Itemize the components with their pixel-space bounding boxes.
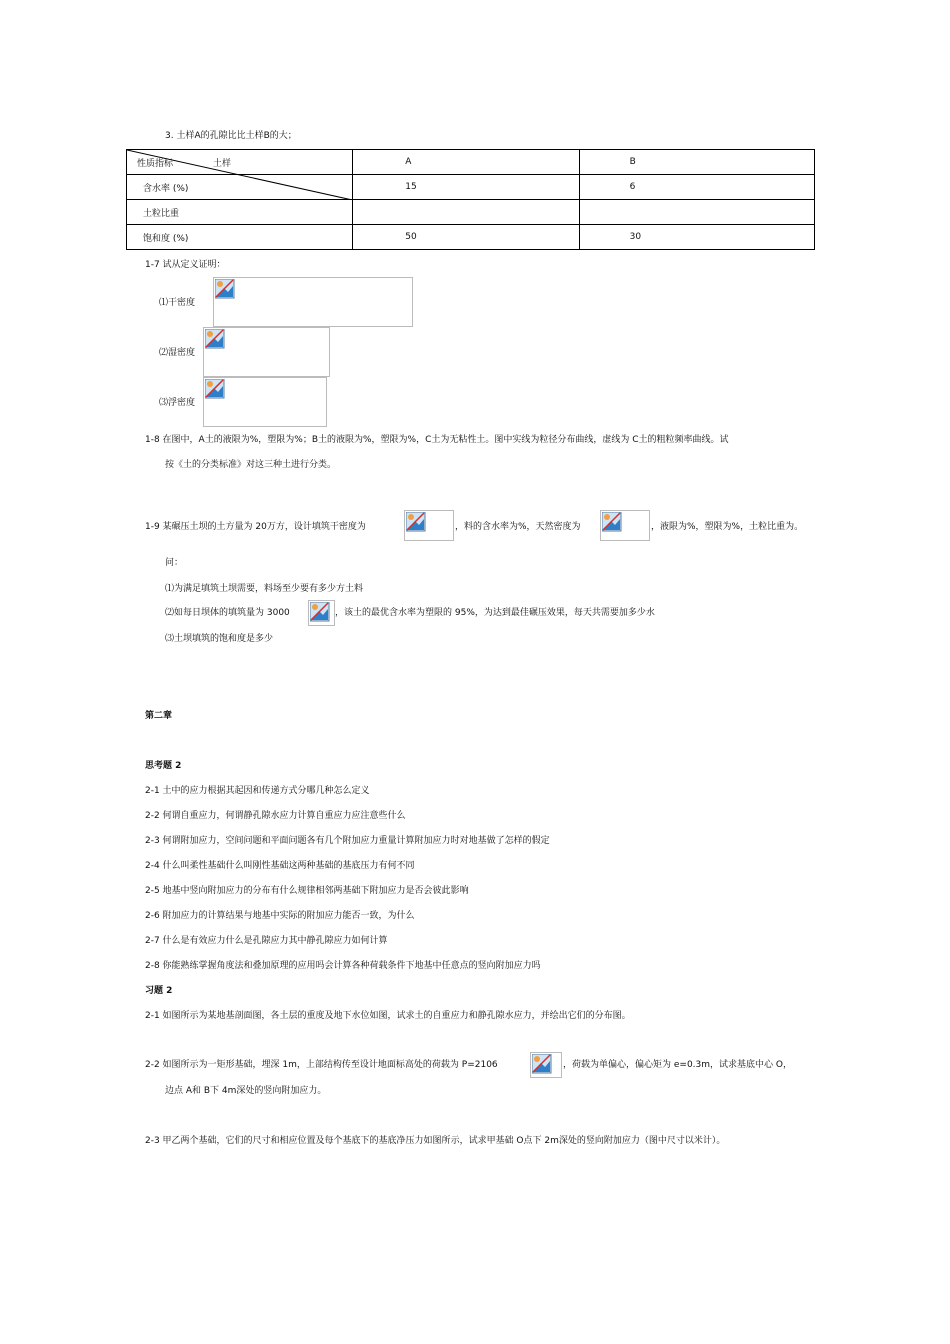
table-row bbox=[127, 225, 815, 250]
exercises-title: 习题 2 bbox=[145, 986, 173, 996]
cell-b: 30 bbox=[629, 232, 642, 242]
table-header-row bbox=[127, 150, 815, 175]
exercise-2-2-part2: ，荷载为单偏心，偏心矩为 e=0.3m，试求基底中心 O， bbox=[563, 1060, 792, 1070]
cell-a bbox=[353, 207, 405, 217]
question-1-9-part3: ，液限为%，塑限为%，土粒比重为。 bbox=[651, 522, 804, 532]
broken-image-icon bbox=[602, 512, 622, 532]
question-1-9-sub2b: ，该土的最优含水率为塑限的 95%，为达到最佳碾压效果，每天共需要加多少水 bbox=[335, 608, 655, 618]
formula-image-daily-volume-unit bbox=[308, 600, 335, 626]
exercise-2-3: 2-3 甲乙两个基础，它们的尺寸和相应位置及每个基底下的基底净压力如图所示，试求甲基础 O点下 2m深处的竖向附加应力（图中尺寸以米计）。 bbox=[145, 1136, 726, 1146]
broken-image-icon bbox=[310, 602, 330, 622]
cell-b bbox=[580, 207, 630, 217]
list-item: 2-5 地基中竖向附加应力的分布有什么规律相邻两基础下附加应力是否会彼此影响 bbox=[145, 886, 469, 896]
table-header-diagonal-cell bbox=[127, 150, 353, 175]
list-item: 2-7 什么是有效应力什么是孔隙应力其中静孔隙应力如何计算 bbox=[145, 936, 388, 946]
soil-properties-table bbox=[126, 149, 815, 250]
formula-image-design-dry-density bbox=[404, 510, 454, 541]
intro-item: 3. 土样A的孔隙比比土样B的大； bbox=[165, 131, 297, 141]
question-1-9-sub1: ⑴为满足填筑土坝需要，料场至少要有多少方土料 bbox=[165, 584, 364, 594]
item-dry-density: ⑴干密度 bbox=[159, 298, 196, 308]
list-item: 2-6 附加应力的计算结果与地基中实际的附加应力能否一致，为什么 bbox=[145, 911, 415, 921]
cell-a: 50 bbox=[405, 232, 417, 242]
broken-image-icon bbox=[205, 379, 225, 399]
think-questions-title: 思考题 2 bbox=[145, 761, 182, 771]
table-row bbox=[127, 200, 815, 225]
exercise-2-2-part1: 2-2 如图所示为一矩形基础，埋深 1m，上部结构传至设计地面标高处的荷载为 P=2106 bbox=[145, 1060, 498, 1070]
question-1-7: 1-7 试从定义证明： bbox=[145, 260, 226, 270]
list-item: 2-1 土中的应力根据其起因和传递方式分哪几种怎么定义 bbox=[145, 786, 370, 796]
question-1-9-sub2a: ⑵如每日坝体的填筑量为 3000 bbox=[165, 608, 290, 618]
exercise-2-2-part3: 边点 A和 B下 4m深处的竖向附加应力。 bbox=[165, 1086, 327, 1096]
table-row bbox=[127, 175, 815, 200]
item-buoyant-density: ⑶浮密度 bbox=[159, 398, 196, 408]
formula-image-wet-density bbox=[203, 327, 330, 377]
item-wet-density: ⑵湿密度 bbox=[159, 348, 196, 358]
question-1-8-line1: 1-8 在图中，A土的液限为%，塑限为%；B土的液限为%，塑限为%，C土为无粘性土。图中实线为粒径分布曲线，虚线为 C土的粗粒频率曲线。试 bbox=[145, 435, 729, 445]
cell-b: 6 bbox=[629, 182, 636, 192]
question-1-8-line2: 按《土的分类标准》对这三种土进行分类。 bbox=[165, 460, 337, 470]
row-label: 含水率 (%) bbox=[143, 183, 189, 194]
formula-image-dry-density bbox=[213, 277, 413, 327]
question-1-9-sub3: ⑶土坝填筑的饱和度是多少 bbox=[165, 634, 274, 644]
broken-image-icon bbox=[532, 1054, 552, 1074]
formula-image-buoyant-density bbox=[203, 377, 327, 427]
header-property-label: 性质指标 bbox=[137, 159, 174, 169]
header-col-a: A bbox=[353, 150, 579, 175]
row-label: 土粒比重 bbox=[143, 208, 180, 219]
question-1-9-part2: ，料的含水率为%，天然密度为 bbox=[455, 522, 581, 532]
question-1-9-part1: 1-9 某碾压土坝的土方量为 20万方，设计填筑干密度为 bbox=[145, 522, 366, 532]
broken-image-icon bbox=[406, 512, 426, 532]
formula-image-natural-density bbox=[600, 510, 650, 541]
list-item: 2-2 何谓自重应力，何谓静孔隙水应力计算自重应力应注意些什么 bbox=[145, 811, 406, 821]
list-item: 2-3 何谓附加应力，空间问题和平面问题各有几个附加应力重量计算附加应力时对地基做了怎样的假定 bbox=[145, 836, 550, 846]
list-item: 2-4 什么叫柔性基础什么叫刚性基础这两种基础的基底压力有何不同 bbox=[145, 861, 415, 871]
chapter-title: 第二章 bbox=[145, 711, 173, 721]
row-label: 饱和度 (%) bbox=[143, 233, 189, 244]
header-sample-label: 土样 bbox=[213, 159, 232, 169]
list-item: 2-8 你能熟练掌握角度法和叠加原理的应用吗会计算各种荷载条件下地基中任意点的竖向附加应力吗 bbox=[145, 961, 541, 971]
broken-image-icon bbox=[215, 279, 235, 299]
question-1-9-ask: 问： bbox=[165, 558, 184, 568]
exercise-2-1: 2-1 如图所示为某地基剖面图，各土层的重度及地下水位如图，试求土的自重应力和静孔隙水应力，并绘出它们的分布图。 bbox=[145, 1011, 631, 1021]
formula-image-load-unit bbox=[530, 1052, 562, 1078]
cell-a: 15 bbox=[405, 182, 417, 192]
header-col-b: B bbox=[579, 150, 814, 175]
broken-image-icon bbox=[205, 329, 225, 349]
